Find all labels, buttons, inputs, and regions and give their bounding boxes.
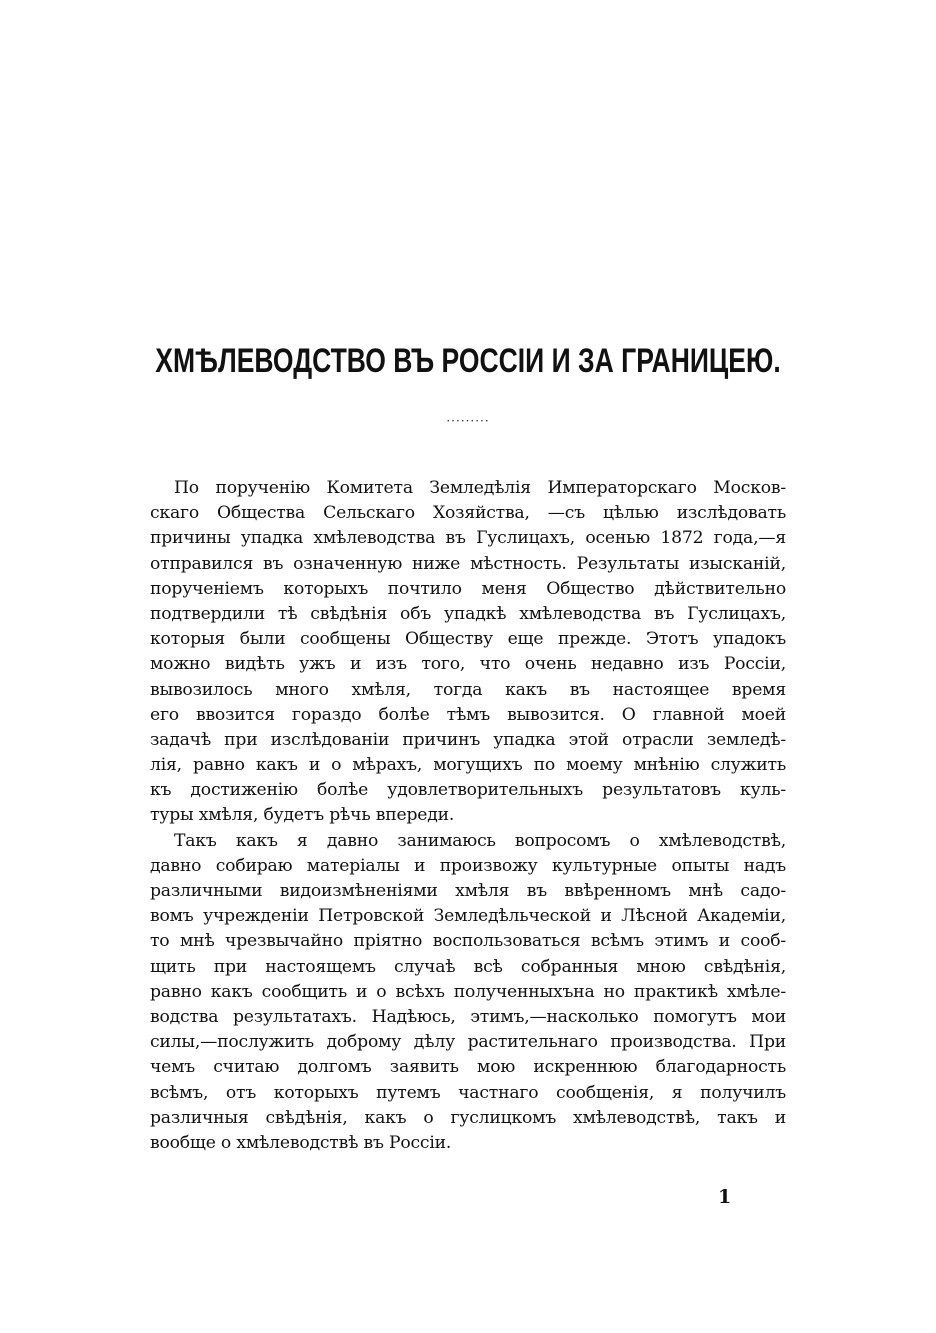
body-text [150,476,786,1156]
text-line: скаго Общества Сельскаго Хозяйства, —съ цѣлью изслѣдовать [150,503,786,524]
text-line: то мнѣ чрезвычайно пріятно воспользоваться всѣмъ этимъ и сооб- [150,931,786,952]
text-line: давно собираю матеріалы и произвожу культурные опыты надъ [150,855,786,876]
text-line: водства результатахъ. Надѣюсь, этимъ,—насколько помогутъ мои [150,1006,786,1027]
text-line: которыя были сообщены Обществу еще прежде. Этотъ упадокъ [150,629,786,650]
text-line: щить при настоящемъ случаѣ всѣ собранныя мною свѣдѣнія, [150,956,786,977]
page-number: 1 [718,1186,732,1208]
paragraph-1 [150,476,786,829]
text-line: вомъ учрежденіи Петровской Земледѣльческой и Лѣсной Академіи, [150,906,786,927]
text-line: его ввозится гораздо болѣе тѣмъ вывозится. О главной моей [150,704,786,725]
text-line: Такъ какъ я давно занимаюсь вопросомъ о хмѣлеводствѣ, [174,830,786,851]
text-line: различными видоизмѣненіями хмѣля въ ввѣренномъ мнѣ садо- [150,881,786,901]
text-line: порученіемъ которыхъ почтило меня Общество дѣйствительно [150,578,786,599]
text-line: силы,—послужить доброму дѣлу растительнаго производства. При [150,1032,786,1053]
text-line: вывозилось много хмѣля, тогда какъ въ настоящее время [150,679,786,700]
text-line: причины упадка хмѣлеводства въ Гуслицахъ, осенью 1872 года,—я [150,528,786,549]
text-line: чемъ считаю долгомъ заявить мою искреннюю благодарность [150,1057,786,1078]
page-title: ХМѢЛЕВОДСТВО ВЪ РОССІИ И ЗА ГРАНИЦЕЮ. [155,342,781,380]
text-line: можно видѣть ужъ и изъ того, что очень недавно изъ Россіи, [150,654,786,675]
text-line: отправился въ означенную ниже мѣстность. Результаты изысканій, [150,553,786,574]
text-line: равно какъ сообщить и о всѣхъ полученныхъна но практикѣ хмѣле- [150,981,786,1002]
text-line: къ достиженію болѣе удовлетворительныхъ результатовъ куль- [150,780,786,801]
text-line: туры хмѣля, будетъ рѣчь впереди. [150,805,455,826]
text-line: По порученію Комитета Земледѣлія Императорскаго Москов- [174,478,786,498]
paragraph-2 [150,829,786,1156]
text-line: лія, равно какъ и о мѣрахъ, могущихъ по моему мнѣнію служить [150,755,786,776]
text-line: различныя свѣдѣнія, какъ о гуслицкомъ хмѣлеводствѣ, такъ и [150,1107,786,1128]
text-line: подтвердили тѣ свѣдѣнія объ упадкѣ хмѣлеводства въ Гуслицахъ, [150,603,786,624]
text-line: всѣмъ, отъ которыхъ путемъ частнаго сообщенія, я получилъ [150,1082,786,1103]
text-line: задачѣ при изслѣдованіи причинъ упадка этой отрасли земледѣ- [150,729,786,750]
text-line: вообще о хмѣлеводствѣ въ Россіи. [150,1132,452,1153]
title-ornament: ········· [446,414,490,428]
